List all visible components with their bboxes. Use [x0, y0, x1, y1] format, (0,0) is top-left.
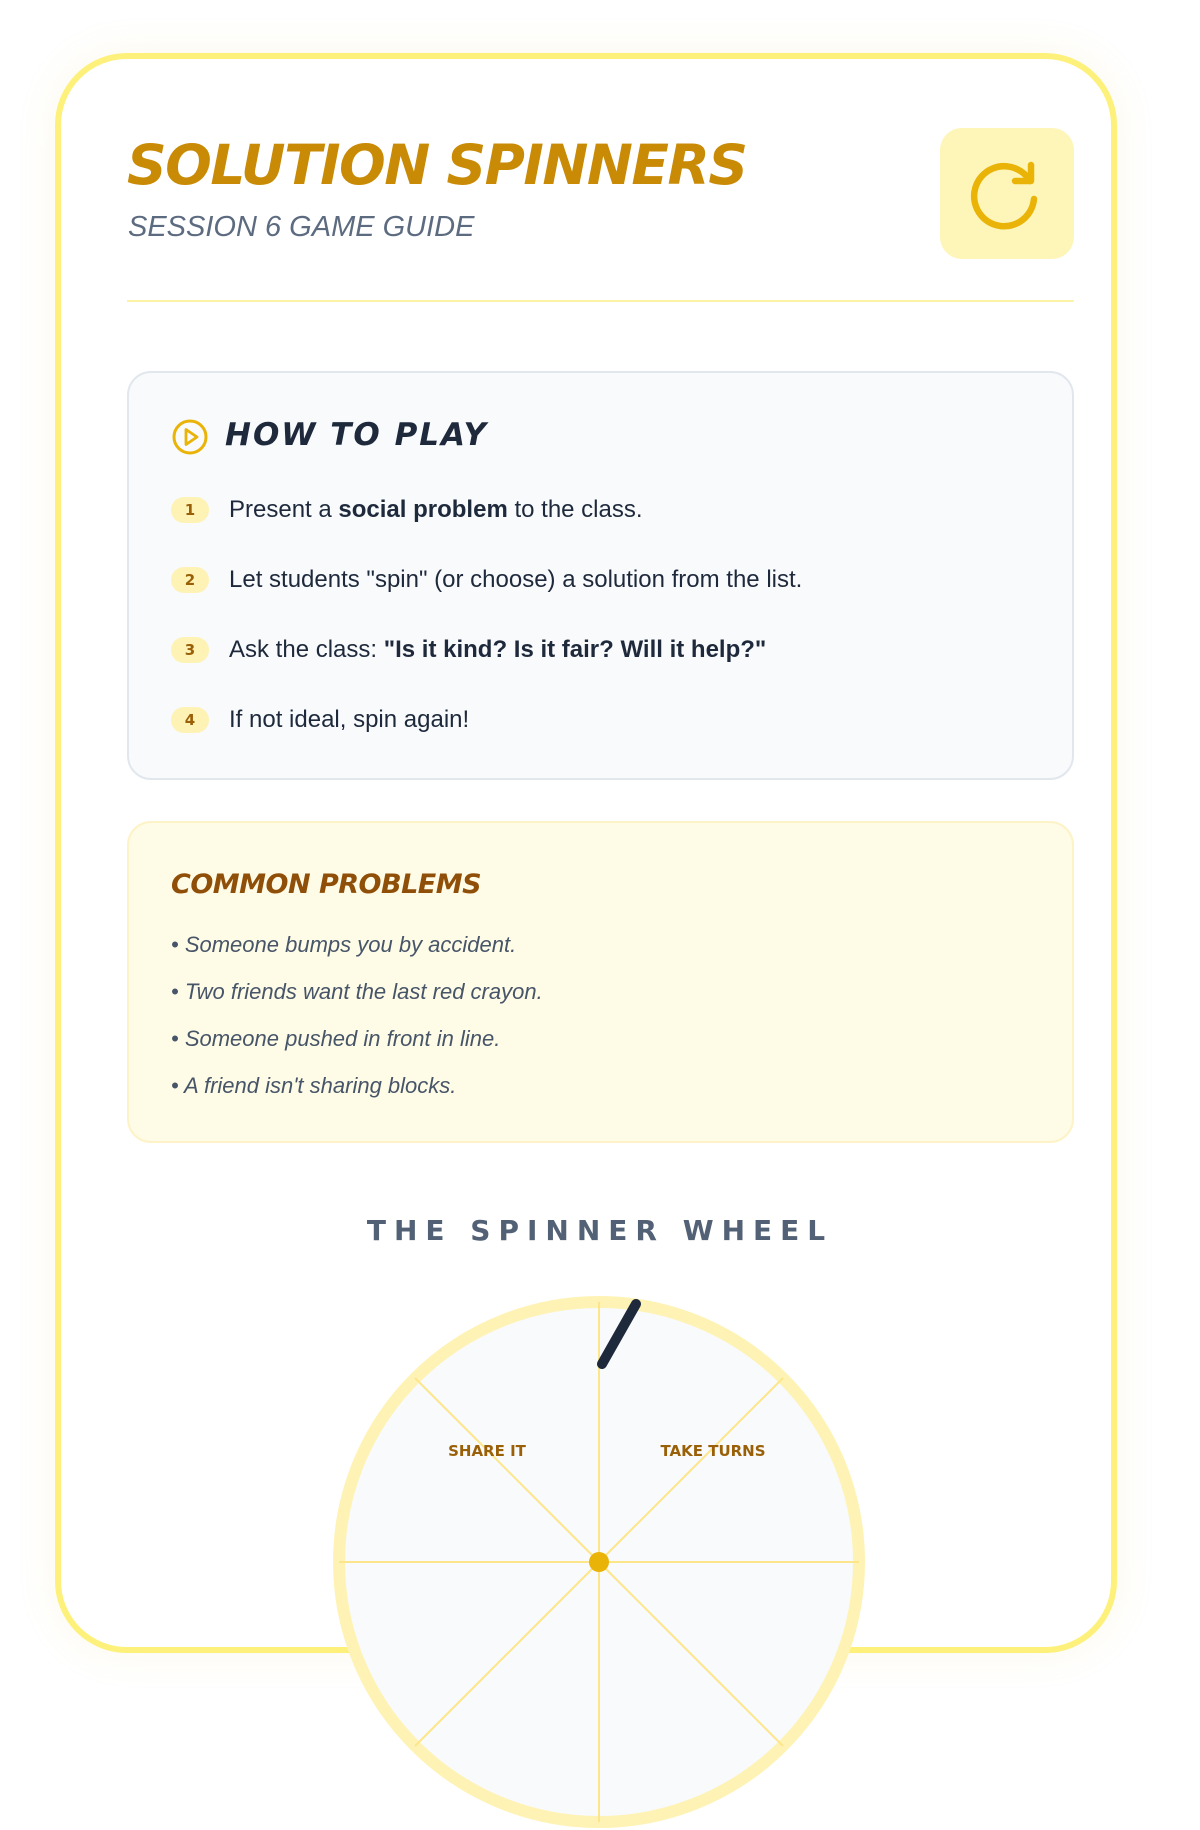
page-subtitle: SESSION 6 GAME GUIDE: [128, 211, 475, 243]
page-title: SOLUTION SPINNERS: [127, 133, 747, 197]
spinner-wheel-heading: THE SPINNER WHEEL: [366, 1214, 834, 1247]
problem-item: • Someone pushed in front in line.: [171, 1026, 501, 1051]
problem-item: • Someone bumps you by accident.: [171, 932, 517, 957]
common-problems-panel: [127, 821, 1074, 1143]
step-number-badge: 2: [171, 567, 209, 593]
step-number-badge: 1: [171, 497, 209, 523]
segment-label-take-turns: TAKE TURNS: [660, 1442, 766, 1460]
step-number-badge: 3: [171, 637, 209, 663]
play-circle-icon: [171, 418, 209, 456]
how-to-play-panel: [127, 371, 1074, 780]
spinner-wheel[interactable]: [331, 1294, 867, 1830]
segment-label-share-it: SHARE IT: [448, 1442, 526, 1460]
problem-item: • Two friends want the last red crayon.: [171, 979, 543, 1004]
common-problems-title: COMMON PROBLEMS: [171, 869, 482, 900]
how-to-play-title: HOW TO PLAY: [225, 417, 488, 453]
restart-button[interactable]: [940, 128, 1074, 259]
step-text: Present a social problem to the class.: [229, 496, 643, 523]
step-text: Ask the class: "Is it kind? Is it fair? Will it help?": [229, 636, 767, 663]
step-text: Let students "spin" (or choose) a solution from the list.: [229, 566, 803, 593]
step-number-badge: 4: [171, 707, 209, 733]
header-divider: [127, 300, 1074, 302]
step-text: If not ideal, spin again!: [229, 706, 470, 733]
spinner-hub: [589, 1552, 609, 1572]
restart-icon: [967, 154, 1047, 234]
problem-item: • A friend isn't sharing blocks.: [171, 1073, 457, 1098]
